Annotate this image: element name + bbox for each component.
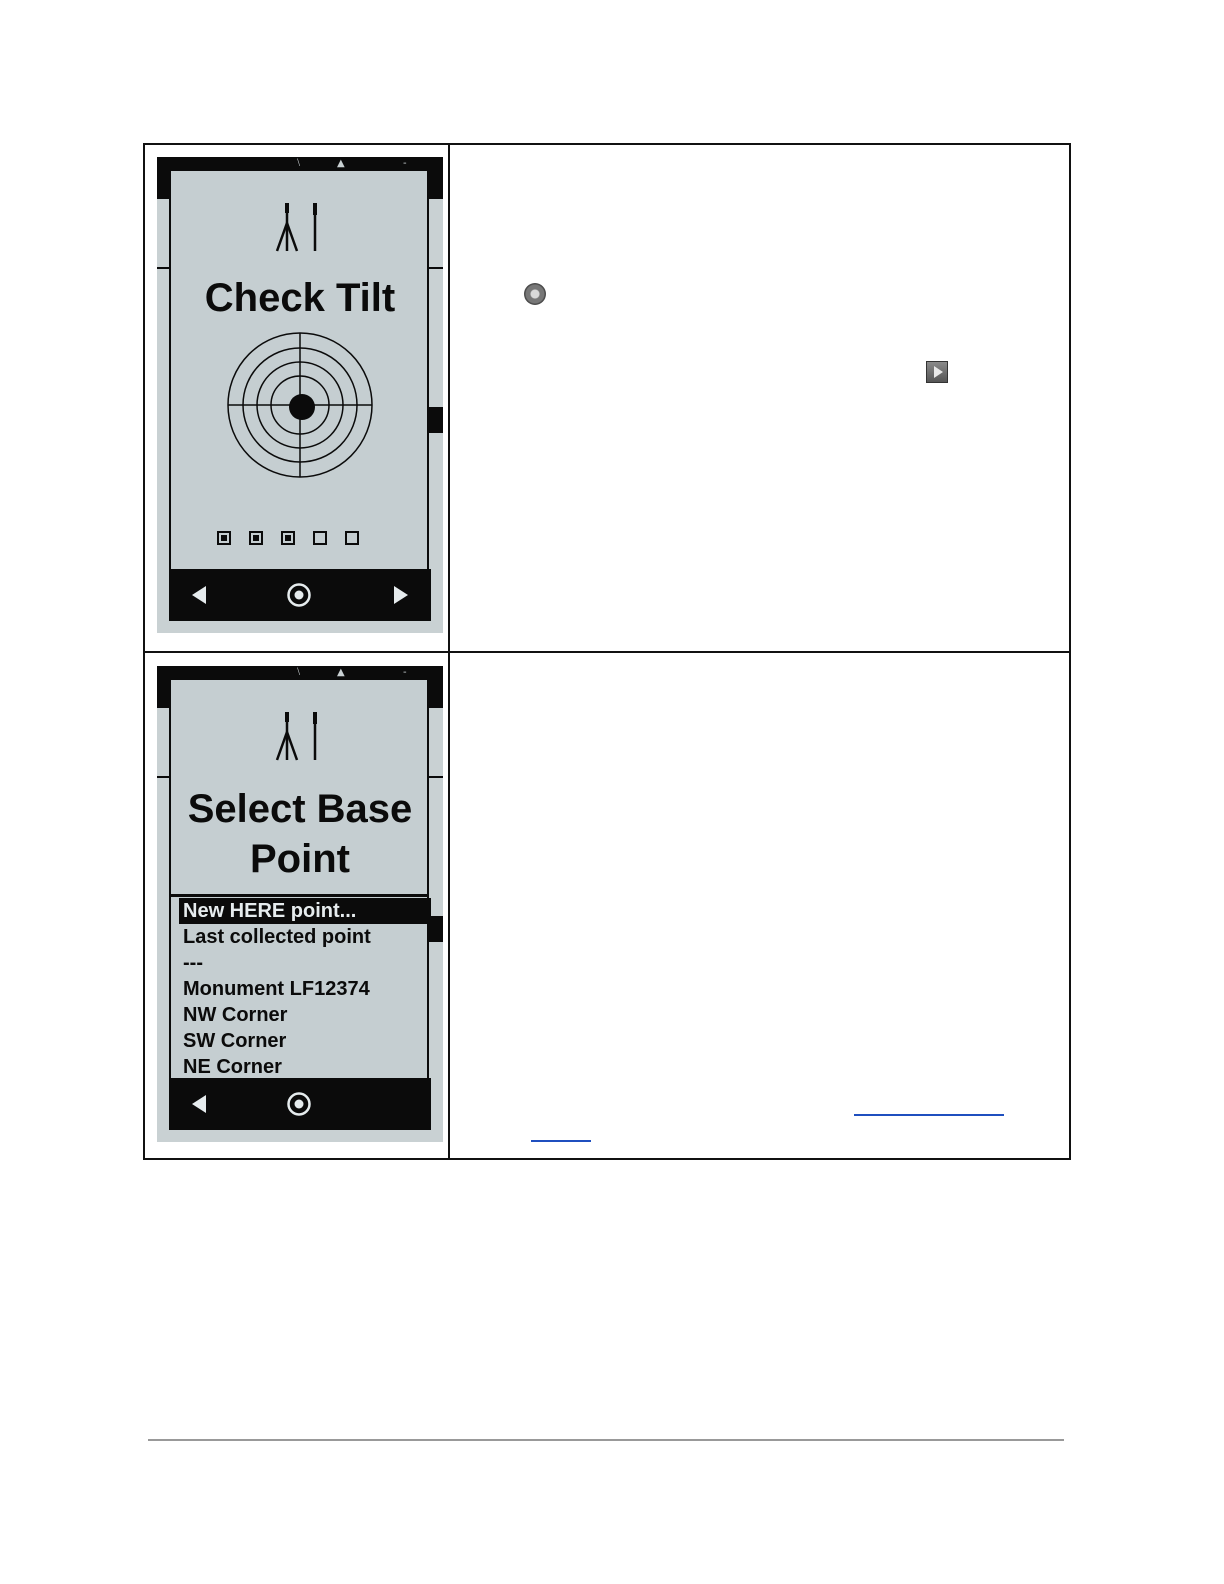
tripod-and-rover-icon [273,201,329,257]
ok-button[interactable] [279,1078,319,1130]
tripod-and-rover-icon [273,710,329,766]
table-row-check-tilt [145,145,1069,653]
ok-button-icon [524,283,546,305]
back-button[interactable] [179,569,219,621]
instruction-cell-check-tilt [450,145,1069,651]
device-status-bar: ⧵ ▲ - [157,157,443,171]
instruction-table [143,143,1071,1160]
device-softkey-bar [169,1078,431,1130]
device-title: Check Tilt [204,276,396,320]
device-scroll-indicator [429,407,443,433]
next-button[interactable] [381,569,421,621]
device-tick-left [157,267,169,269]
progress-step [313,531,327,545]
device-tick-right [429,776,443,778]
footer-rule [148,1439,1064,1441]
header-separator [171,894,429,897]
tilt-progress-indicator [217,531,387,551]
device-status-bar: ⧵ ▲ - [157,666,443,680]
device-screenshot-check-tilt [157,157,443,633]
progress-step [281,531,295,545]
device-title-line-1: Select Base [187,787,413,831]
device-tick-left [157,776,169,778]
next-button-icon [926,361,948,383]
ok-button[interactable] [279,569,319,621]
hyperlink-underline[interactable] [531,1140,591,1142]
list-item[interactable]: --- [183,952,203,974]
ok-circle-icon [286,1091,312,1117]
right-arrow-icon [393,585,409,605]
device-scroll-indicator [429,916,443,942]
device-side-right [429,680,443,708]
progress-step [345,531,359,545]
device-softkey-bar [169,569,431,621]
instruction-cell-select-base-point [450,653,1069,1160]
back-button[interactable] [179,1078,219,1130]
list-item[interactable]: Monument LF12374 [183,978,370,1000]
base-point-list [181,898,431,1080]
bubble-level-target-icon [226,331,374,479]
table-row-select-base-point [145,653,1069,1160]
list-item[interactable]: New HERE point... [179,898,431,924]
progress-step [217,531,231,545]
device-side-left [157,680,169,708]
device-side-right [429,171,443,199]
list-item[interactable]: SW Corner [183,1030,287,1052]
left-arrow-icon [191,1094,207,1114]
device-title-line-2: Point [250,837,350,881]
list-item[interactable]: Last collected point [183,926,371,948]
list-item[interactable]: NE Corner [183,1056,282,1078]
device-tick-right [429,267,443,269]
left-arrow-icon [191,585,207,605]
hyperlink-underline[interactable] [854,1114,1004,1116]
device-screenshot-select-base-point [157,666,443,1142]
progress-step [249,531,263,545]
list-item[interactable]: NW Corner [183,1004,288,1026]
ok-circle-icon [286,582,312,608]
device-side-left [157,171,169,199]
